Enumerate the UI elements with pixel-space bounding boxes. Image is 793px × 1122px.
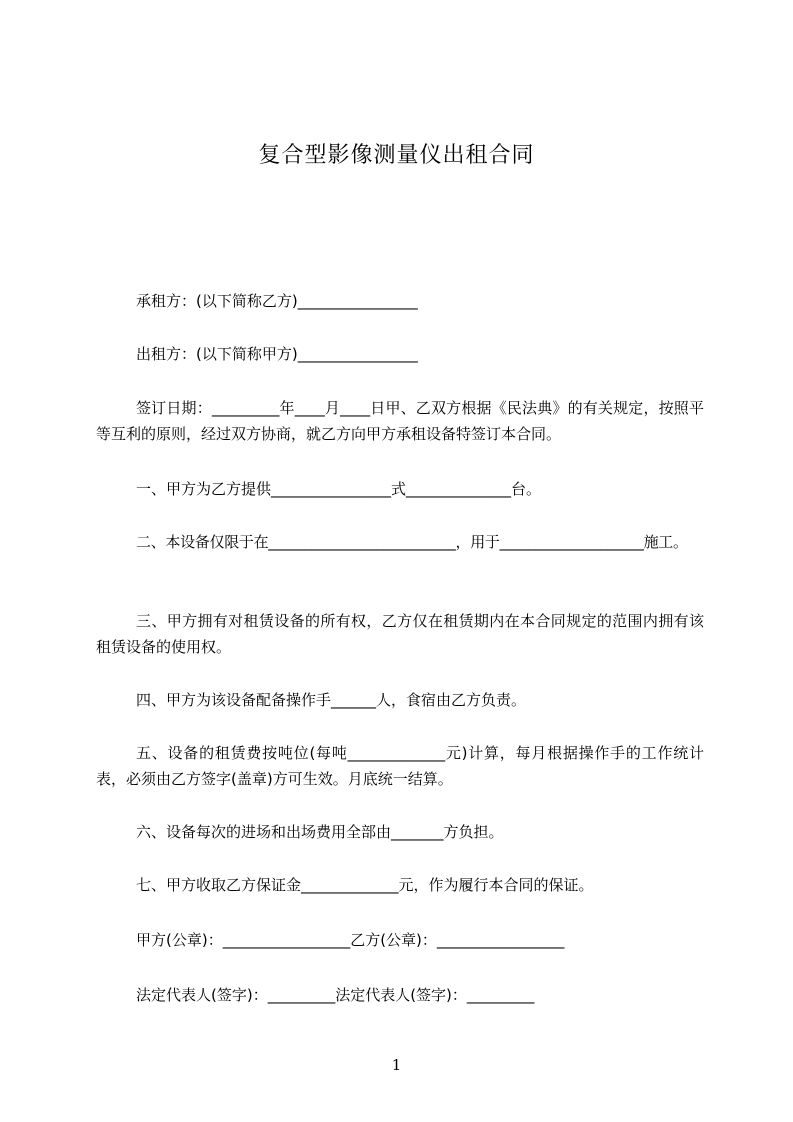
- signing-date-paragraph: 签订日期：_________年____月____日甲、乙双方根据《民法典》的有关规定，按照平等互利的原则，经过双方协商，就乙方向甲方承租设备特签订本合同。: [96, 399, 704, 443]
- clause-1: 一、甲方为乙方提供________________式______________台。: [136, 480, 542, 498]
- party-seal-line: 甲方(公章)：_________________乙方(公章)：_________________: [136, 931, 565, 949]
- clause-6: 六、设备每次的进场和出场费用全部由_______方负担。: [136, 823, 504, 841]
- document-title: 复合型影像测量仪出租合同: [258, 143, 535, 168]
- page-number: 1: [391, 1056, 402, 1074]
- clause-3: 三、甲方拥有对租赁设备的所有权，乙方仅在租赁期内在本合同规定的范围内拥有该租赁设备的使用权。: [96, 612, 704, 656]
- clause-7: 七、甲方收取乙方保证金_____________元，作为履行本合同的保证。: [136, 876, 594, 894]
- clause-2: 二、本设备仅限于在__________________________，用于____________________施工。: [136, 533, 688, 551]
- legal-representative-line: 法定代表人(签字)：_________法定代表人(签字)：_________: [136, 986, 535, 1004]
- lessee-line: 承租方：(以下简称乙方)________________: [136, 292, 418, 310]
- lessor-line: 出租方：(以下简称甲方)________________: [136, 345, 418, 363]
- clause-5: 五、设备的租赁费按吨位(每吨_____________元)计算，每月根据操作手的工作统计表，必须由乙方签字(盖章)方可生效。月底统一结算。: [96, 744, 704, 788]
- clause-4: 四、甲方为该设备配备操作手______人，食宿由乙方负责。: [136, 691, 527, 709]
